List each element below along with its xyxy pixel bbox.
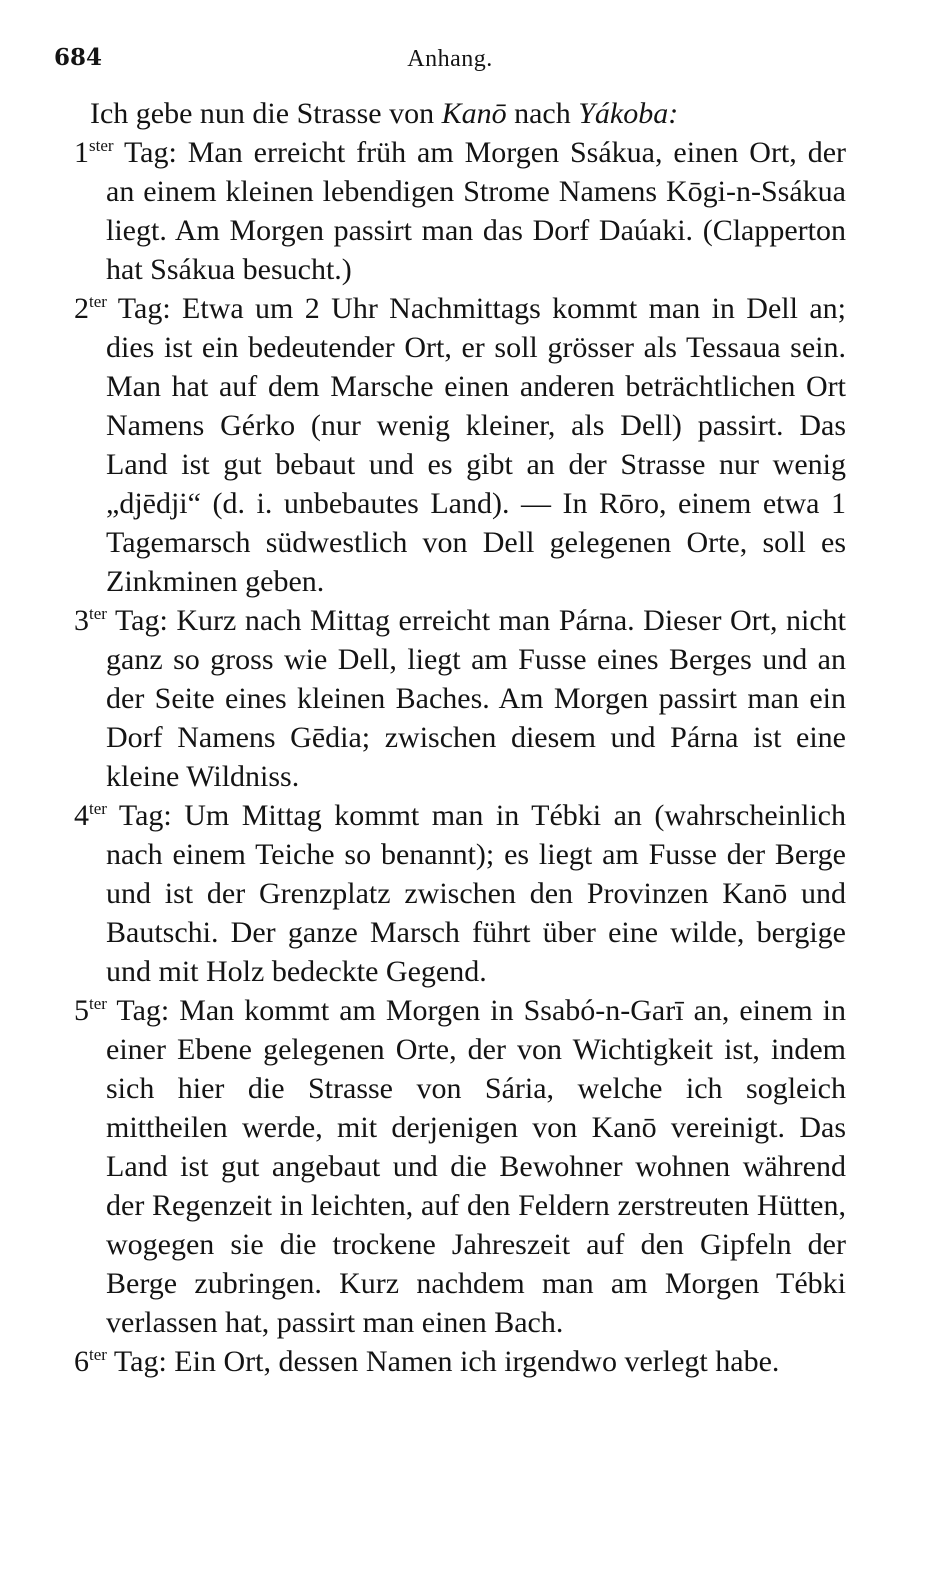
running-head: Anhang. — [407, 46, 493, 72]
day-entry-2 — [74, 289, 846, 601]
day-ordinal: $5^{ter}$ — [74, 994, 107, 1027]
day-ordinal: $2^{ter}$ — [74, 292, 107, 325]
day-ordinal: $6^{ter}$ — [74, 1345, 107, 1378]
intro-paragraph — [90, 94, 846, 133]
page-body — [74, 94, 846, 1381]
day-entry-6 — [74, 1342, 846, 1381]
day-entry-3 — [74, 601, 846, 796]
day-entry-text: Tag: Man kommt am Morgen in Ssabó-n-Garī an, einem in einer Ebene gelegenen Orte, der von Wichtigkeit ist, indem sich hier die Strasse von Sária, welche ich sogleich mittheilen werde, mit derjenigen von Kanō vereinigt. Das Land ist gut angebaut und die Bewohner wohnen während der Regenzeit in leichten, auf den Feldern zerstreuten Hütten, wogegen sie die trockene Jahreszeit auf den Gipfeln der Berge zubringen. Kurz nachdem man am Morgen Tébki verlassen hat, passirt man einen Bach. — [106, 994, 846, 1339]
day-ordinal: $3^{ter}$ — [74, 604, 107, 637]
intro-text-middle: nach — [506, 97, 579, 130]
day-entry-text: Tag: Ein Ort, dessen Namen ich irgendwo verlegt habe. — [113, 1345, 780, 1378]
page-number: 684 — [54, 44, 103, 71]
day-entry-text: Tag: Kurz nach Mittag erreicht man Párna. Dieser Ort, nicht ganz so gross wie Dell, liegt am Fusse eines Berges und an der Seite eines kleinen Baches. Am Morgen passirt man ein Dorf Namens Gēdia; zwischen diesem und Párna ist eine kleine Wildniss. — [106, 604, 846, 793]
page-header — [54, 44, 846, 78]
intro-text-before: Ich gebe nun die Strasse von — [90, 97, 442, 130]
day-ordinal: $4^{ter}$ — [74, 799, 107, 832]
day-entry-1 — [74, 133, 846, 289]
day-entry-text: Tag: Um Mittag kommt man in Tébki an (wahrscheinlich nach einem Teiche so benannt); es liegt am Fusse der Berge und ist der Grenzplatz zwischen den Provinzen Kanō und Bautschi. Der ganze Marsch führt über eine wilde, bergige und mit Holz bedeckte Gegend. — [106, 799, 846, 988]
day-ordinal: $1^{ster}$ — [74, 136, 114, 169]
day-entry-4 — [74, 796, 846, 991]
day-entry-5 — [74, 991, 846, 1342]
day-entry-text: Tag: Etwa um 2 Uhr Nachmittags kommt man in Dell an; dies ist ein bedeutender Ort, er soll grösser als Tessaua sein. Man hat auf dem Marsche einen anderen beträchtlichen Ort Namens Gérko (nur wenig kleiner, als Dell) passirt. Das Land ist gut bebaut und es gibt an der Strasse nur wenig „djēdji“ (d. i. unbebautes Land). — In Rōro, einem etwa 1 Tagemarsch südwestlich von Dell gelegenen Orte, soll es Zinkminen geben. — [106, 292, 846, 598]
intro-place-from: Kanō — [441, 97, 507, 130]
day-entry-text: Tag: Man erreicht früh am Morgen Ssákua, einen Ort, der an einem kleinen lebendigen Strome Namens Kōgi-n-Ssákua liegt. Am Morgen passirt man das Dorf Daúaki. (Clapperton hat Ssákua besucht.) — [106, 136, 846, 286]
intro-place-to: Yákoba: — [578, 97, 679, 130]
